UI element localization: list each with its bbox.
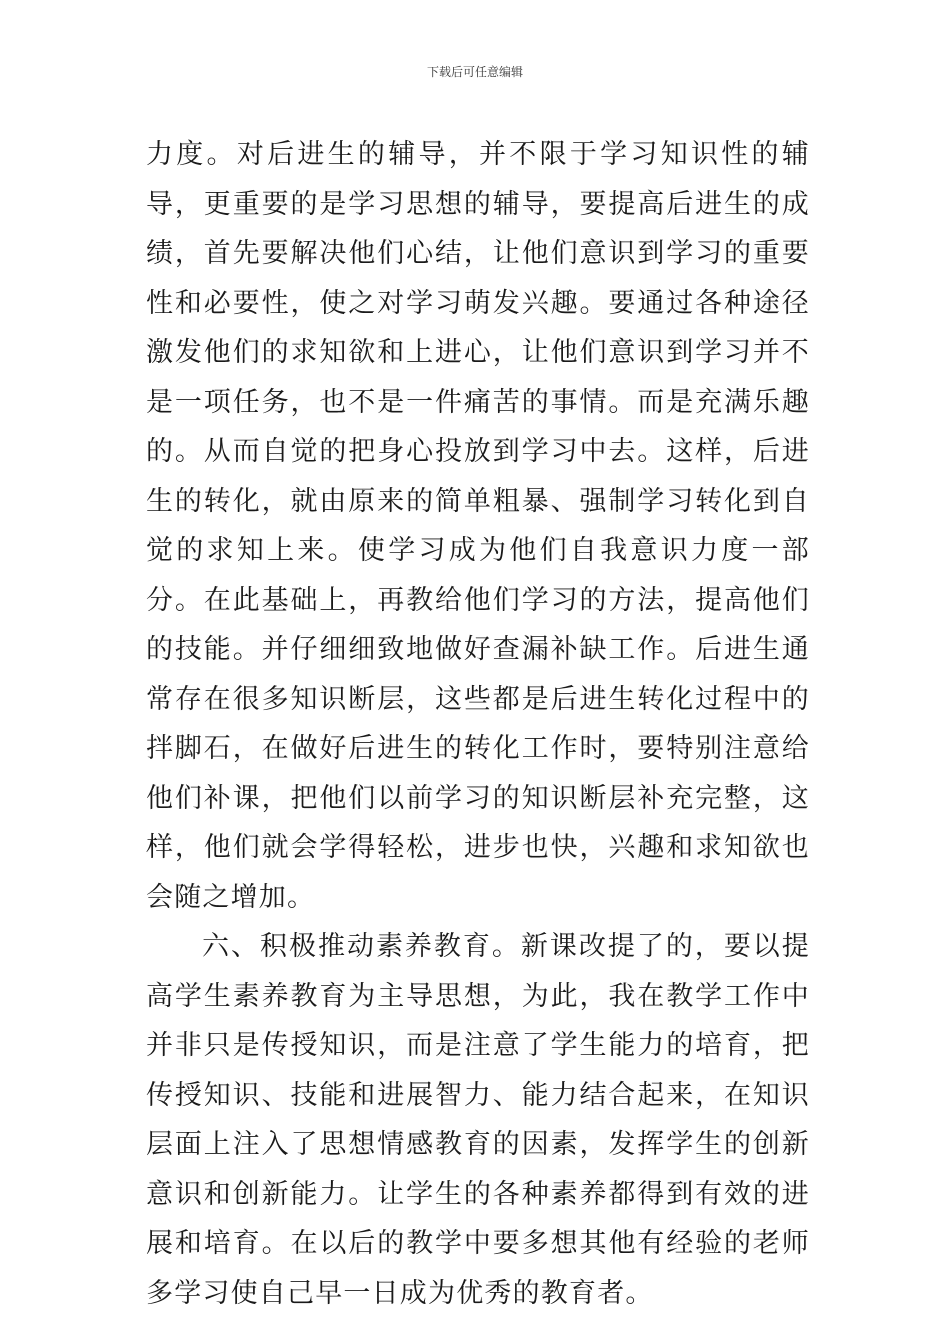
paragraph-section-six: 六、积极推动素养教育。新课改提了的，要以提高学生素养教育为主导思想，为此，我在教学工作中并非只是传授知识，而是注意了学生能力的培育，把传授知识、技能和进展智力、能力结合起来，在知识层面上注入了思想情感教育的因素，发挥学生的创新意识和创新能力。让学生的各种素养都得到有效的进展和培育。在以后的教学中要多想其他有经验的老师多学习使自己早一日成为优秀的教育者。 bbox=[146, 931, 810, 1309]
page-header-note: 下载后可任意编辑 bbox=[426, 65, 523, 79]
paragraph-continuation: 力度。对后进生的辅导，并不限于学习知识性的辅导，更重要的是学习思想的辅导，要提高后进生的成绩，首先要解决他们心结，让他们意识到学习的重要性和必要性，使之对学习萌发兴趣。要通过各种途径激发他们的求知欲和上进心，让他们意识到学习并不是一项任务，也不是一件痛苦的事情。而是充满乐趣的。从而自觉的把身心投放到学习中去。这样，后进生的转化，就由原来的简单粗暴、强制学习转化到自觉的求知上来。使学习成为他们自我意识力度一部分。在此基础上，再教给他们学习的方法，提高他们的技能。并仔细细致地做好查漏补缺工作。后进生通常存在很多知识断层，这些都是后进生转化过程中的拌脚石，在做好后进生的转化工作时，要特别注意给他们补课，把他们以前学习的知识断层补充完整，这样，他们就会学得轻松，进步也快，兴趣和求知欲也会随之增加。 bbox=[146, 139, 810, 913]
document-body bbox=[146, 130, 810, 1318]
